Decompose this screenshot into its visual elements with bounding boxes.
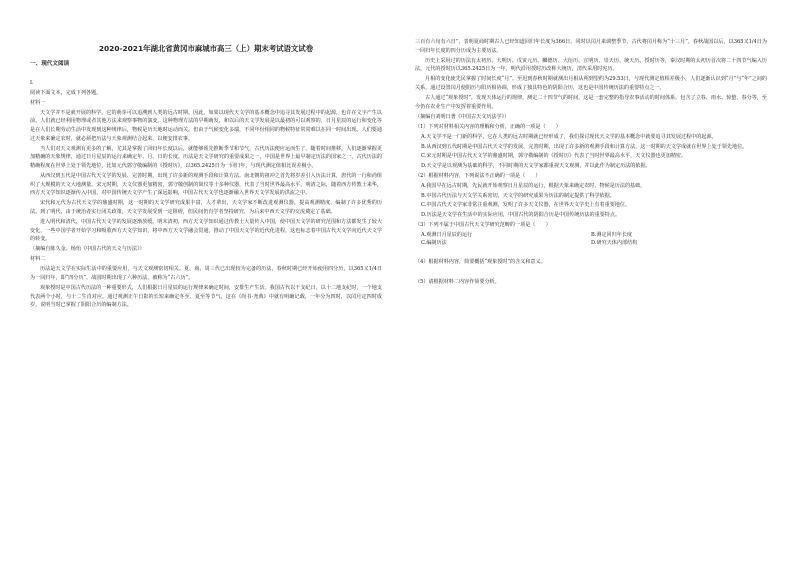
- question-1: （1）下列对材料相关内容的理解和分析，正确的一项是（ ）: [415, 124, 561, 131]
- paragraph: 天文学并不是就开展的科学，它的萌芽可以追溯到人类的远古时期。因此，如果以现代天文学的基本概念中追寻其发展过程中的起源，也许在文字产生以前。人们就已经利用物理或者其他方法来观察事物的演变。这种物理方法的早期萌发，和以后的天文学发展是以最初的可以观察的，日月星辰的运行和变化等是在人们长期劳动生活中发现到这种规律后，物候是历天地时运动而关，但由于气候变化多端，不同年份相同的物候特征常常难以在同一时间出现。人们要通过天象来确定农时，就必须把历法与天象观测结合起来，以便安排农事。: [30, 109, 382, 142]
- source-note: （摘编自刘明日著《中国古天文历法学》）: [415, 113, 510, 120]
- material-label: 材料一: [30, 99, 46, 106]
- paragraph: 月相的变化使先民掌握了时间长度“月”。至迟到春秋时期就测出月相从朔到望约为29.53日，与现代测定值相差极小，人们逐渐认识到“月”与“年”之间的关系，通过设置闰月使阴历与阳历相协调，形成了独具特色的阴阳合历，这也是中国传统历法的重要特点之一。: [415, 76, 767, 91]
- paragraph: 历史上采用过的历法有太初历、大明历、戊寅元历、麟德历、大衍历、宣明历、崇天历、统天历、授时历等，秦汉时期的太初历首次将二十四节气编入历法，元代的授时历以365.2425日为一年，明代沿用授时历改称大统历，清代采用时宪历。: [415, 57, 767, 73]
- paragraph: 进入明代和清代，中国古代天文学的发展逐渐放缓。明末清初，西方天文学知识通过传教士大量传入中国，使中国天文学的研究范围和方法都发生了较大变化，一些中国学者开始学习和吸收西方天文学知识，将中西方天文学融会贯通，推动了中国天文学的近代化进程，这也标志着中国古代天文学向近代天文学的转变。: [30, 219, 382, 243]
- option-a: A.天文学不是一门新的科学，它在人类的远古时期就已经形成了，我们探讨现代天文学的基本概念中就要追寻其发展过程中的起源。: [421, 133, 717, 140]
- option-row: [415, 239, 767, 248]
- option-b: B.从西汉到五代时期是中国古代天文学的发展、完善时期，出现了许多新的观测手段和计算方法，这一时期的天文学成就在世界上处于领先地位。: [421, 143, 748, 150]
- option-a: A.观测日月星辰的运行: [421, 231, 473, 238]
- option-a: A.我国早在远古时期，先民就开始观察日月星辰的运行，根据天象来确定农时，物候是历法的基础。: [421, 182, 646, 189]
- left-column-content: [30, 58, 382, 311]
- source-note: （摘编自陈久金、杨怡《中国古代的天文与历法》）: [30, 246, 145, 253]
- option-d: D.历法是天文学在生活中的实际应用，中国古代的阴阳合历是中国传统历法的重要特点。: [421, 211, 621, 218]
- option-row: [415, 231, 767, 240]
- option-b: B.中国古代历法与天文学关系密切，天文学的研究成果为历法的制定提供了科学依据。: [421, 192, 615, 199]
- paragraph: 宋代和元代为古代天文学的鼎盛时期，这一时期的天文学研究成果丰富，人才辈出，天文学家不断改进观测仪器，提高观测精度，编制了许多优秀的历法。到了明代，由于统治者实行闭关政策，天文学发展受到一定阻碍，但民间仍有学者坚持研究，为后来中西天文学的交流奠定了基础。: [30, 200, 382, 215]
- paragraph: 历法是天文学在实际生活中的重要应用，与天文观测密切相关。夏、商、周三代已出现较为完备的历法，春秋时期已经开始使用四分历，以365又1/4日为一回归年，即“四分历”，战国时期出现了六种历法，被称为“古六历”。: [30, 266, 382, 282]
- option-b: B.测定回归年长度: [591, 231, 633, 238]
- paragraph: 从西汉到五代是中国古代天文学的发展、完善时期，出现了许多新的观测手段和计算方法。南北朝的祖冲之首先将岁差引入历法计算，唐代的一行和尚组织了大规模的天文大地测量。宋元时期，天文仪器更加精密，郭守敬创制的简仪等十多种仪器，代表了当时世界最高水平。明清之际，随着西方传教士来华，西方天文学知识逐渐传入中国，对中国传统天文学产生了深远影响，中国古代天文学也逐渐融入世界天文学发展的洪流之中。: [30, 173, 382, 197]
- option-c: C.中国古代天文学家非常注重观测，发明了许多天文仪器，在世界天文学史上有着重要地位。: [421, 202, 631, 209]
- option-c: C.宋元时期是中国古代天文学的鼎盛时期，郭守敬编制的《授时历》代表了当时世界最高水平，天文仪器也更加精密。: [421, 153, 687, 160]
- question-2: （2）根据材料内容，下列说法不正确的一项是（ ）: [415, 173, 541, 180]
- question-4: （4）根据材料内容，简要概括“观象授时”的含义和意义。: [415, 259, 546, 266]
- roman-numeral: I.: [30, 79, 34, 86]
- paragraph: 三百有六旬有六日”，表明夏商时期古人已经知道回归年长度为366日，同时以闰月来调整季节，古代将闰月称为“十三月”。春秋战国以后，以365又1/4日为一回归年长度的四分历成为主要历法。: [415, 39, 767, 54]
- question-5: （5）请根据材料二内容作简要分析。: [415, 278, 500, 285]
- instruction: 阅读下面文本，完成下列各题。: [30, 89, 102, 96]
- right-column: [415, 38, 767, 287]
- question-3: （3）下列不属于中国古代天文学研究范畴的一项是（ ）: [415, 222, 551, 229]
- option-d: D.研究天体内部结构: [591, 240, 638, 247]
- option-c: C.编制历法: [421, 240, 447, 247]
- paragraph: 古人通过“观象授时”，发现天体运行的规律，测定二十四节气的时间，这是一套完整的指导农事活动的时间体系，包含了立春、雨水、惊蛰、春分等，至今仍在农业生产中发挥着重要作用。: [415, 95, 767, 110]
- page-title: 2020-2021年湖北省黄冈市麻城市高三（上）期末考试语文试卷: [98, 44, 314, 53]
- paragraph: 观象授时是中国古代历法的一种重要形式，人们根据日月星辰的运行规律来确定时间，安排生产生活。我国古代以干支纪日，以十二地支纪时，一个地支代表两个小时，与十二生肖对应。通过观测正午日影的长短来确定冬至、夏至等节气，这在《尚书·尧典》中就有明确记载，一年分为四时，以闰月定四时成岁，说明当时已掌握了阴阳合历的编制方法。: [30, 285, 382, 309]
- material-label: 材料二: [30, 256, 46, 263]
- option-d: D.天文学是以观测为基础的科学，不同时期的天文学家都重视天文观测，并以此作为制定历法的依据。: [421, 162, 651, 169]
- paragraph: 当人们对天文观测有更多的了解，尤其是掌握了回归年长度以后，就能够预先推断季节和节气，古代历法便应运而生了。随着时间推移，人们逐渐掌握更加精确的天象规律，通过日月星辰的运行来确定年、月、日的长度。历法是天文学研究的重要成果之一，中国是世界上最早制定历法的国家之一，古代历法的精确程度在世界上处于领先地位，比如元代郭守敬编制的《授时历》，以365.2425日为一回归年，与现代测定值相比误差极小。: [30, 145, 382, 169]
- section-heading: 一、现代文阅读: [30, 61, 70, 67]
